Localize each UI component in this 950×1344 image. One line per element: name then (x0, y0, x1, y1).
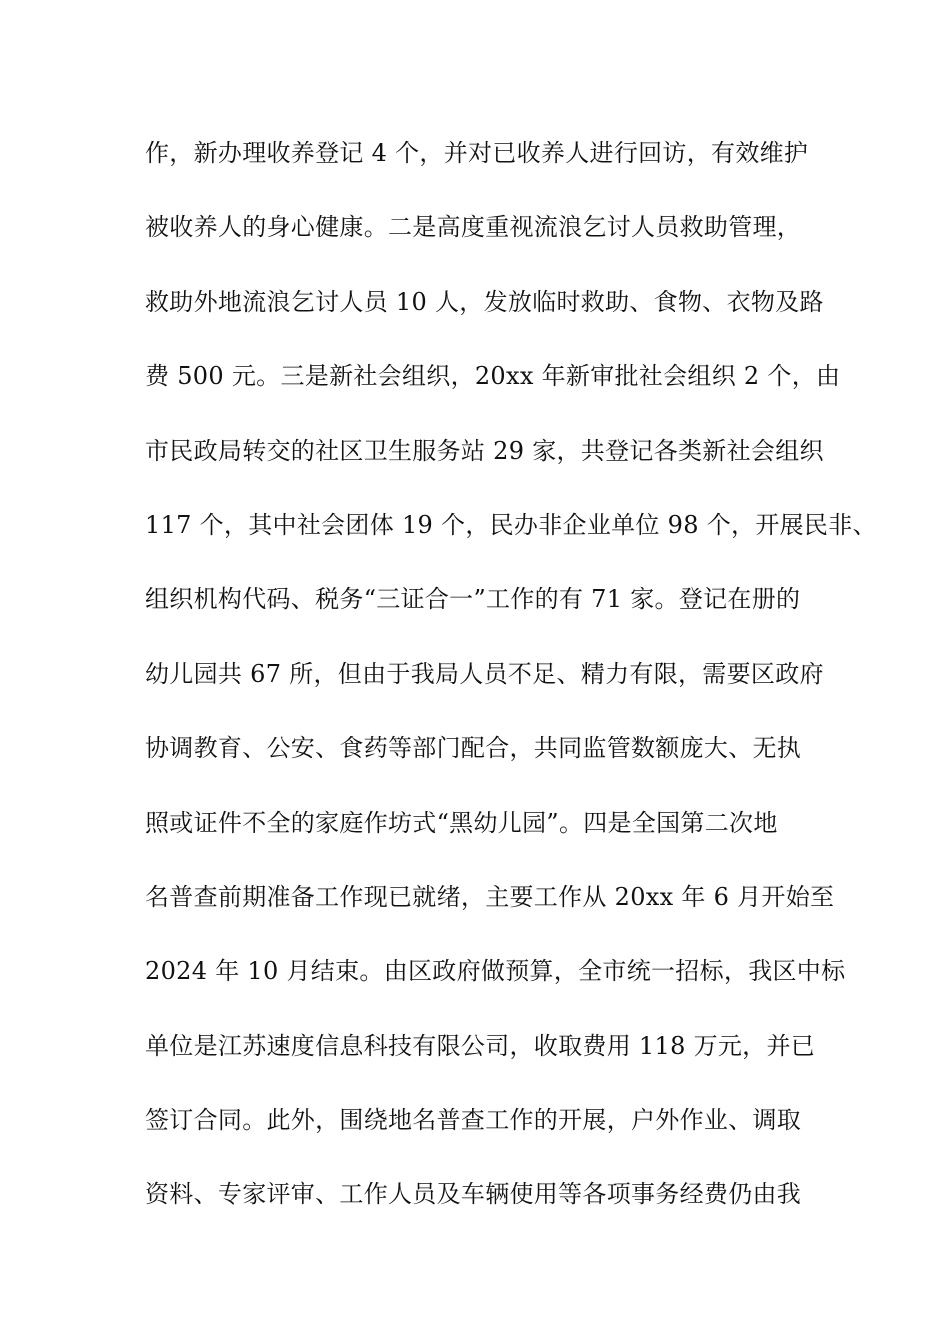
text-line: 作，新办理收养登记 4 个，并对已收养人进行回访，有效维护 (145, 139, 809, 167)
text-line: 117 个，其中社会团体 19 个，民办非企业单位 98 个，开展民非、 (145, 510, 877, 539)
text-line: 费 500 元。三是新社会组织，20xx 年新审批社会组织 2 个，由 (145, 362, 841, 391)
text-line: 幼儿园共 67 所，但由于我局人员不足、精力有限，需要区政府 (145, 659, 824, 688)
text-line: 照或证件不全的家庭作坊式“黑幼儿园”。四是全国第二次地 (145, 808, 778, 837)
text-line: 协调教育、公安、食药等部门配合，共同监管数额庞大、无执 (145, 734, 802, 763)
text-line: 救助外地流浪乞讨人员 10 人，发放临时救助、食物、衣物及路 (145, 287, 824, 316)
document-body (145, 133, 877, 1249)
text-line: 单位是江苏速度信息科技有限公司，收取费用 118 万元，并已 (145, 1031, 816, 1060)
text-line: 名普查前期准备工作现已就绪，主要工作从 20xx 年 6 月开始至 (145, 882, 835, 911)
text-line: 资料、专家评审、工作人员及车辆使用等各项事务经费仍由我 (145, 1180, 802, 1209)
text-line: 2024 年 10 月结束。由区政府做预算，全市统一招标，我区中标 (145, 957, 846, 986)
text-line: 签订合同。此外，围绕地名普查工作的开展，户外作业、调取 (145, 1106, 802, 1135)
text-line: 市民政局转交的社区卫生服务站 29 家，共登记各类新社会组织 (145, 436, 824, 465)
text-line: 组织机构代码、税务“三证合一”工作的有 71 家。登记在册的 (145, 585, 801, 614)
text-line: 被收养人的身心健康。二是高度重视流浪乞讨人员救助管理， (145, 213, 802, 242)
